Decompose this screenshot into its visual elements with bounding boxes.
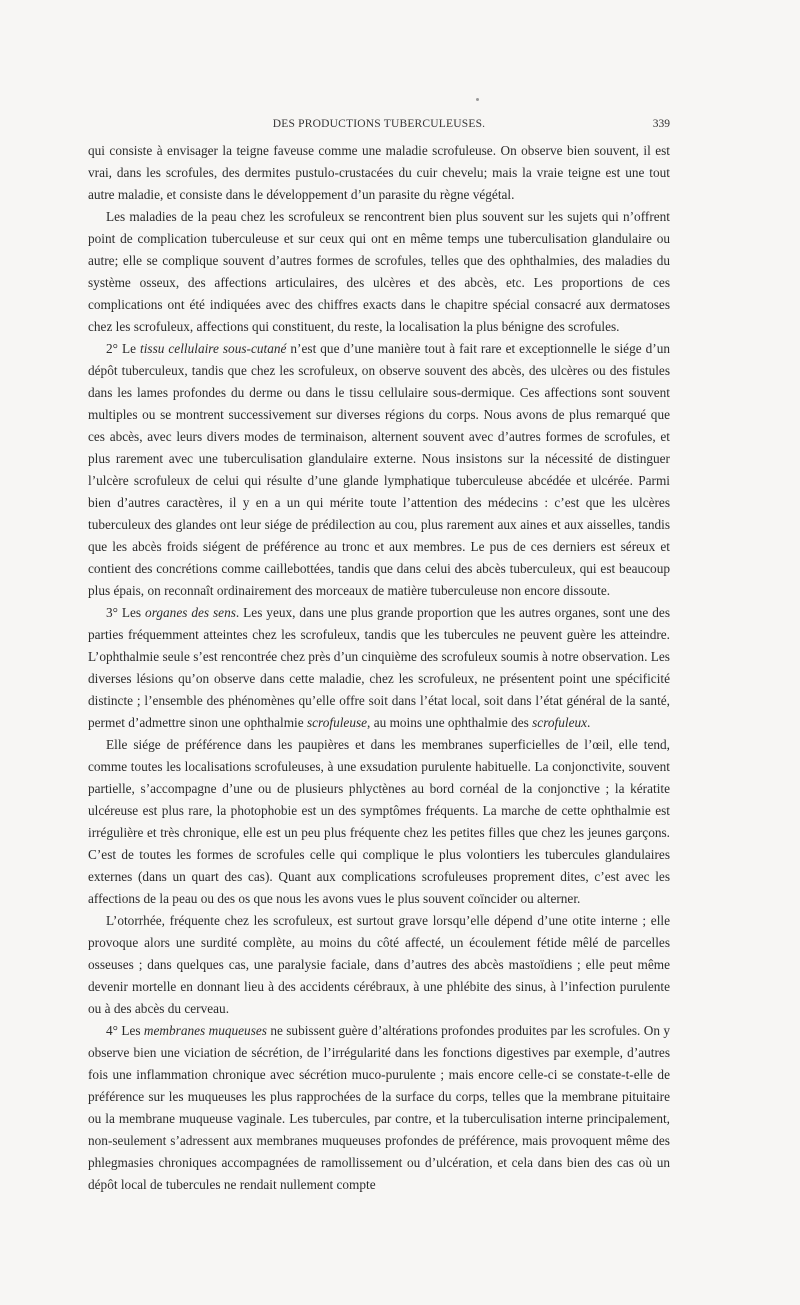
- paragraph-p7: [88, 1020, 670, 1196]
- text-run: Les maladies de la peau chez les scrofuleux se rencontrent bien plus souvent sur les sujets qui n’offrent point de complication tuberculeuse et sur ceux qui ont en même temps une tuberculisation glandulaire ou autre; elle se complique souvent d’autres formes de scrofules, telles que des ophthalmies, des maladies du système osseux, des affections articulaires, des ulcères et des abcès, etc. Les proportions de ces complications ont été indiquées avec des chiffres exacts dans le chapitre spécial consacré aux dermatoses chez les scrofuleux, affections qui constituent, du reste, la localisation la plus bénigne des scrofules.: [88, 209, 670, 334]
- running-head: DES PRODUCTIONS TUBERCULEUSES.: [272, 118, 486, 130]
- text-run: , au moins une ophthalmie des: [367, 715, 533, 730]
- text-run: L’otorrhée, fréquente chez les scrofuleux, est surtout grave lorsqu’elle dépend d’une otite interne ; elle provoque alors une surdité complète, au moins du côté affecté, un écoulement fétide mêlé de parcelles osseuses ; dans quelques cas, une paralysie faciale, dans d’autres des abcès mastoïdiens ; elle peut même devenir mortelle en donnant lieu à des accidents cérébraux, à une phlébite des sinus, à l’infection purulente ou à des abcès du cerveau.: [88, 913, 670, 1016]
- italic-term: membranes muqueuses: [143, 1023, 267, 1038]
- paragraph-p4: [88, 602, 670, 734]
- page-header: [88, 118, 670, 136]
- paragraph-p5: [88, 734, 670, 910]
- text-run: ne subissent guère d’altérations profondes produites par les scrofules. On y observe bien une viciation de sécrétion, de l’irrégularité dans les fonctions digestives par exemple, d’autres fois une inflammation chronique avec sécrétion muco-purulente ; mais encore celle-ci se constate-t-elle de préférence sur les muqueuses les plus rapprochées de la surface du corps, telles que la membrane pituitaire ou la membrane muqueuse vaginale. Les tubercules, par contre, et la tuberculisation interne principalement, non-seulement s’adressent aux membranes muqueuses profondes de préférence, mais provoquent même des phlegmasies chroniques accompagnées de ramollissement ou d’ulcération, et cela dans bien des cas où un dépôt local de tubercules ne rendait nullement compte: [88, 1023, 670, 1192]
- italic-term: tissu cellulaire sous-cutané: [140, 341, 287, 356]
- paper-speck: [476, 98, 479, 101]
- text-run: 4° Les: [106, 1023, 144, 1038]
- text-run: n’est que d’une manière tout à fait rare et exceptionnelle le siége d’un dépôt tuberculeux, tandis que chez les scrofuleux, on observe souvent des abcès, des ulcères ou des fistules dans les lames profondes du derme ou dans le tissu cellulaire sous-dermique. Ces affections sont souvent multiples ou se montrent successivement sur diverses régions du corps. Nous avons de plus remarqué que ces abcès, avec leurs divers modes de terminaison, alternent souvent avec d’autres formes de scrofules, et plus rarement avec une tuberculisation glandulaire externe. Nous insistons sur la nécessité de distinguer l’ulcère scrofuleux de celui qui résulte d’une glande lymphatique tuberculeuse abcédée et ulcérée. Parmi bien d’autres caractères, il y en a un qui mérite toute l’attention des médecins : c’est que les ulcères tuberculeux des glandes ont leur siége de prédilection au cou, plus rarement aux aines et aux aisselles, tandis que les abcès froids siégent de préférence au tronc et aux membres. Le pus de ces derniers est séreux et contient des concrétions comme caillebottées, tandis que dans celui des abcès tuberculeux, qui est beaucoup plus épais, on reconnaît ordinairement des morceaux de matière tuberculeuse non encore dissoute.: [88, 341, 671, 598]
- text-run: . Les yeux, dans une plus grande proportion que les autres organes, sont une des parties fréquemment atteintes chez les scrofuleux, tandis que les tubercules ne peuvent guère les atteindre. L’ophthalmie seule s’est rencontrée chez près d’un cinquième des scrofuleux soumis à notre observation. Les diverses lésions qu’on observe dans cette maladie, chez les scrofuleux, ne présentent point une spécificité distincte ; l’ensemble des phénomènes qu’elle offre soit dans l’état local, soit dans l’état général de la santé, permet d’admettre sinon une ophthalmie: [88, 605, 671, 730]
- italic-term: organes des sens: [145, 605, 236, 620]
- paragraph-p1: [88, 140, 670, 206]
- paragraph-p2: [88, 206, 670, 338]
- italic-term: scrofuleuse: [306, 715, 368, 730]
- paragraph-p6: [88, 910, 670, 1020]
- text-run: .: [587, 715, 591, 730]
- text-run: 3° Les: [106, 605, 146, 620]
- text-run: Elle siége de préférence dans les paupières et dans les membranes superficielles de l’œil, elle tend, comme toutes les localisations scrofuleuses, à une exsudation purulente habituelle. La conjonctivite, souvent partielle, s’accompagne d’une ou de plusieurs phlyctènes au bord cornéal de la conjonctive ; la kératite ulcéreuse est plus rare, la photophobie est un des symptômes fréquents. La marche de cette ophthalmie est irrégulière et très chronique, elle est un peu plus fréquente chez les petites filles que chez les jeunes garçons. C’est de toutes les formes de scrofules celle qui complique le plus volontiers les tubercules glandulaires externes (dans un quart des cas). Quant aux complications scrofuleuses proprement dites, c’est avec les affections de la peau ou des os que nous les avons vues le plus souvent coïncider ou alterner.: [88, 737, 670, 906]
- italic-term: scrofuleux: [532, 715, 588, 730]
- body-text: [88, 140, 670, 1196]
- paragraph-p3: [88, 338, 670, 602]
- text-run: 2° Le: [106, 341, 141, 356]
- text-run: qui consiste à envisager la teigne faveuse comme une maladie scrofuleuse. On observe bien souvent, il est vrai, dans les scrofules, des dermites pustulo-crustacées du cuir chevelu; mais la vraie teigne est une tout autre maladie, et consiste dans le développement d’un parasite du règne végétal.: [88, 143, 670, 202]
- page-number: 339: [652, 118, 670, 130]
